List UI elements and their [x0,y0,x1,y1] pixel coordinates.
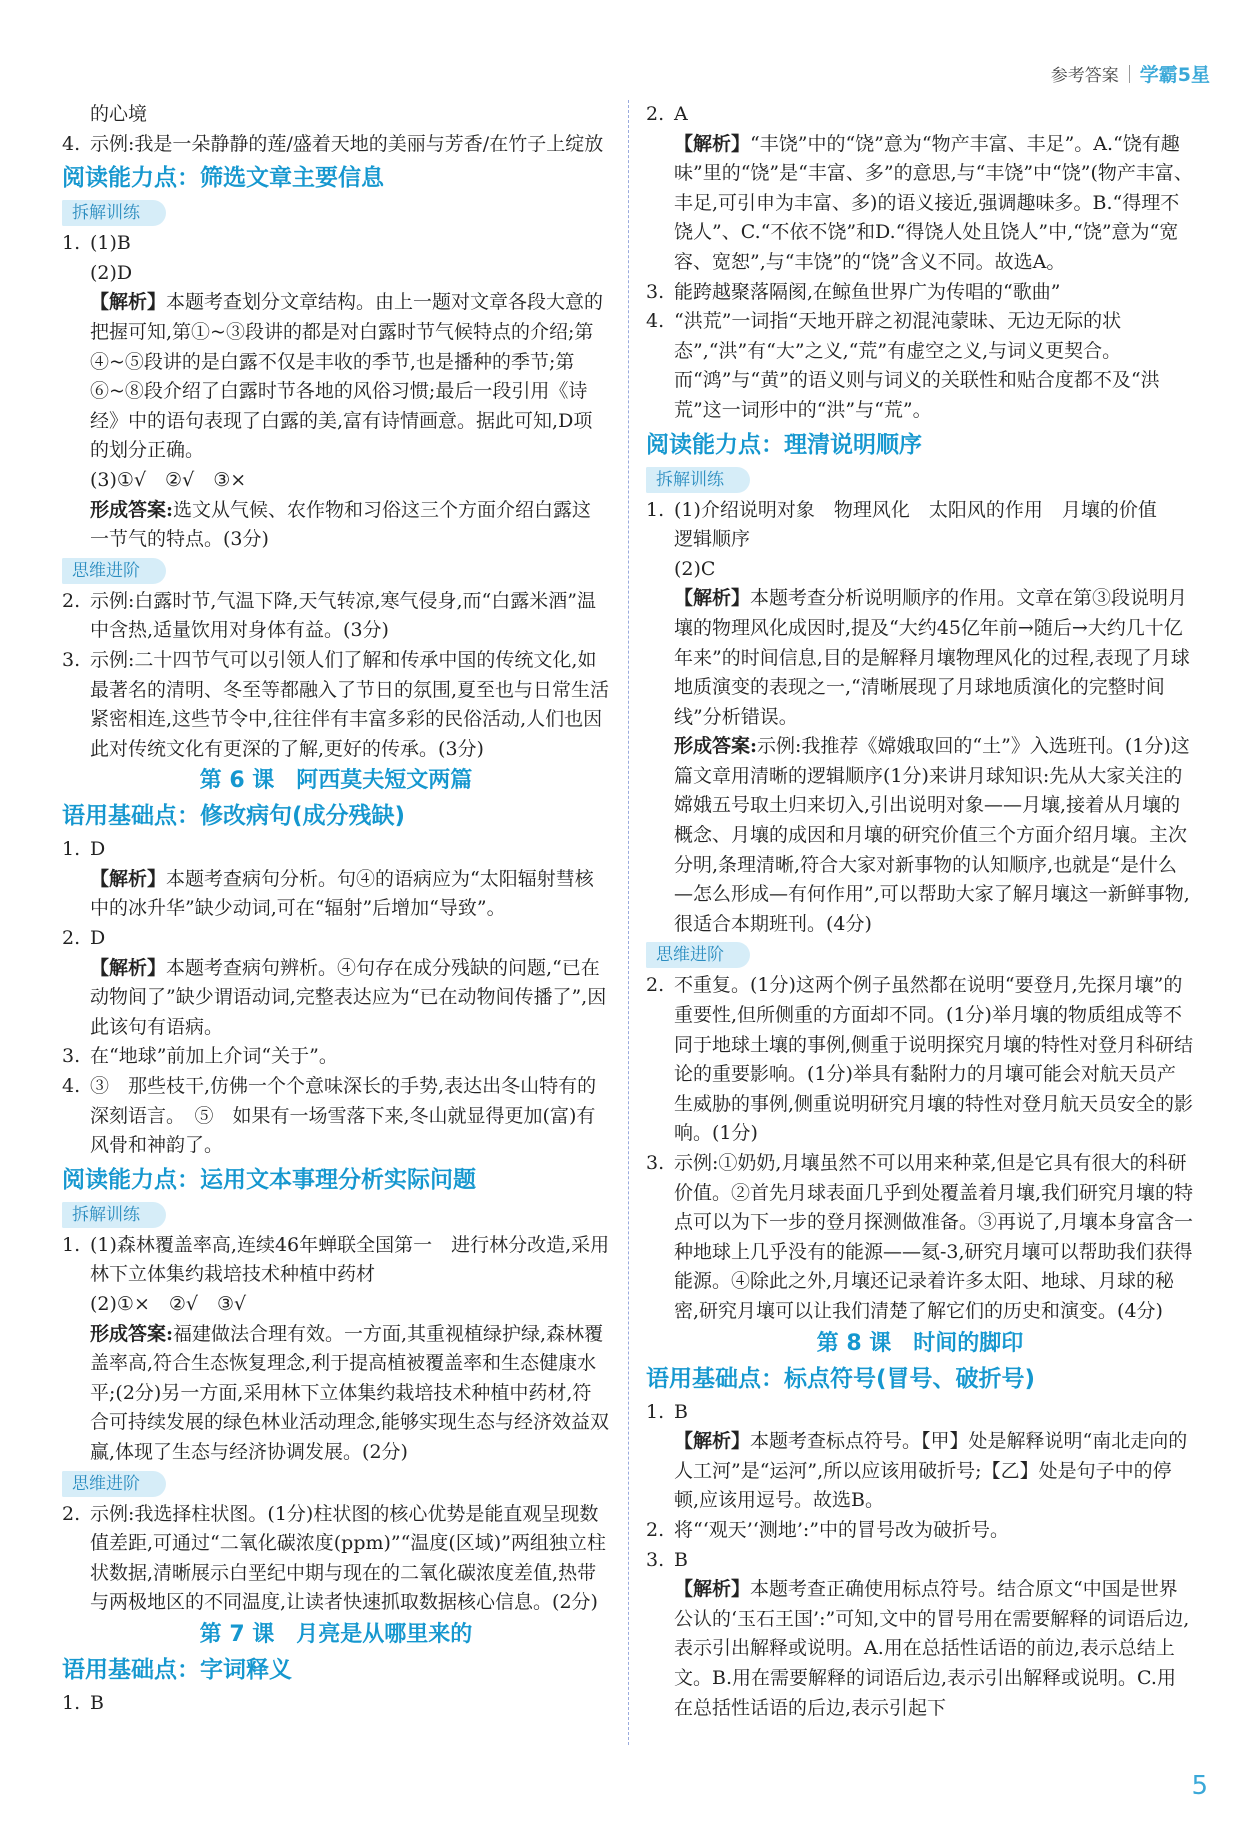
item-text: B [674,1548,688,1571]
item-number: 2. [646,103,665,125]
analysis-label: 【解析】 [90,867,167,890]
analysis-paragraph [62,954,610,1043]
analysis-text: 本题考查标点符号。【甲】处是解释说明“南北走向的人工河”是“运河”,所以应该用破折号;【乙】处是句子中的停顿,应该用逗号。故选B。 [674,1430,1188,1512]
analysis-label: 【解析】 [90,956,167,979]
item-number: 3. [646,1548,665,1571]
item-text: 能跨越聚落隔阂,在鲸鱼世界广为传唱的“歌曲” [674,280,1061,303]
item-text: (1)森林覆盖率高,连续46年蝉联全国第一 进行林分改造,采用林下立体集约栽培技术种植中药材 [90,1233,610,1286]
answer-item [646,1546,1194,1576]
analysis-paragraph [646,1575,1194,1723]
analysis-paragraph [62,496,610,555]
item-text: 不重复。(1分)这两个例子虽然都在说明“要登月,先探月壤”的重要性,但所侧重的方面却不同。(1分)举月壤的物质组成等不同于地球土壤的事例,侧重于说明探究月壤的特性对登月科研结论的重要影响。(1分)举具有黏附力的月壤可能会对航天员产生威胁的事例,侧重说明研究月壤的特性对登月航天员安全的影响。(1分) [674,974,1194,1145]
item-number: 3. [62,1045,81,1068]
item-text: (1)介绍说明对象 物理风化 太阳风的作用 月壤的价值 逻辑顺序 [674,498,1176,551]
analysis-text: “丰饶”中的“饶”意为“物产丰富、丰足”。A.“饶有趣味”里的“饶”是“丰富、多”的意思,与“丰饶”中“饶”(物产丰富、丰足,可引申为丰富、多)的语义接近,强调趣味多。B.“得理不饶人”、C.“不依不饶”和D.“得饶人处且饶人”中,“饶”意为“宽容、宽恕”,与“丰饶”的“饶”含义不同。故选A。 [674,132,1193,273]
header-divider [1129,65,1130,83]
item-number: 4. [62,132,81,155]
item-text: D [90,927,106,950]
item-text: D [90,838,106,861]
section-heading: 阅读能力点：运用文本事理分析实际问题 [62,1166,476,1193]
tag-row [62,1199,610,1231]
answer-item [62,1231,610,1290]
brand-logo: 学霸5星 [1139,64,1210,86]
answer-item [62,835,610,865]
item-text: 将“‘观天’‘测地’:”中的冒号改为破折号。 [674,1518,1009,1541]
analysis-paragraph [62,1320,610,1468]
practice-tag: 思维进阶 [62,1471,166,1497]
analysis-text: 福建做法合理有效。一方面,其重视植绿护绿,森林覆盖率高,符合生态恢复理念,利于提高植被覆盖率和生态健康水平;(2分)另一方面,采用林下立体集约栽培技术种植中药材,符合可持续发展的绿色林业活动理念,能够实现生态与经济效益双赢,体现了生态与经济协调发展。(2分) [90,1322,610,1463]
tag-row [646,464,1194,496]
left-column [62,100,610,1719]
item-number: 2. [62,927,81,950]
item-text: A [674,103,688,125]
answer-item [62,130,610,160]
analysis-text: 本题考查病句分析。句④的语病应为“太阳辐射彗核中的冰升华”缺少动词,可在“辐射”后增加“导致”。 [90,867,594,920]
tag-row [646,939,1194,971]
lesson-title: 第 8 课 时间的脚印 [816,1330,1024,1356]
analysis-text: 选文从气候、农作物和习俗这三个方面介绍白露这一节气的特点。(3分) [90,498,592,551]
analysis-paragraph [62,865,610,924]
text-line: (2)D [90,261,133,284]
item-text: “洪荒”一词指“天地开辟之初混沌蒙昧、无边无际的状态”,“洪”有“大”之义,“荒”有虚空之义,与词义更契合。而“鸿”与“黄”的语义则与词义的关联性和贴合度都不及“洪荒”这一词形中的“洪”与“荒”。 [674,310,1160,421]
text-line: (3)①√ ②√ ③× [90,468,247,491]
answer-item [62,1072,610,1161]
item-number: 3. [62,648,81,671]
item-number: 1. [62,838,81,861]
analysis-text: 示例:我推荐《嫦娥取回的“土”》入选班刊。(1分)这篇文章用清晰的逻辑顺序(1分)来讲月球知识:先从大家关注的嫦娥五号取土归来切入,引出说明对象——月壤,接着从月壤的概念、月壤的成因和月壤的研究价值三个方面介绍月壤。主次分明,条理清晰,符合大家对新事物的认知顺序,也就是“是什么—怎么形成—有何作用”,可以帮助大家了解月壤这一新鲜事物,很适合本期班刊。(4分) [674,735,1190,935]
analysis-label: 【解析】 [90,291,167,314]
analysis-label: 【解析】 [674,587,751,610]
answer-item [646,307,1194,425]
analysis-text: 本题考查划分文章结构。由上一题对文章各段大意的把握可知,第①~③段讲的都是对白露时节气候特点的介绍;第④~⑤段讲的是白露不仅是丰收的季节,也是播种的季节;第⑥~⑧段介绍了白露时节各地的风俗习惯;最后一段引用《诗经》中的语句表现了白露的美,富有诗情画意。据此可知,D项的划分正确。 [90,291,604,462]
answer-item [62,1042,610,1072]
analysis-text: 本题考查分析说明顺序的作用。文章在第③段说明月壤的物理风化成因时,提及“大约45亿年前→随后→大约几十亿年来”的时间信息,目的是解释月壤物理风化的过程,表现了月球地质演变的表现之一,“清晰展现了月球地质演化的完整时间线”分析错误。 [674,587,1190,728]
answer-item [646,1398,1194,1428]
item-number: 1. [62,1233,81,1256]
item-text: 示例:我是一朵静静的莲/盛着天地的美丽与芳香/在竹子上绽放 [90,132,604,155]
page-header [1051,60,1210,87]
item-number: 4. [62,1075,81,1098]
analysis-paragraph [62,288,610,466]
analysis-paragraph [646,732,1194,939]
practice-tag: 思维进阶 [62,558,166,584]
analysis-paragraph [646,130,1194,278]
page-number: 5 [1191,1771,1208,1801]
analysis-text: 本题考查正确使用标点符号。结合原文“中国是世界公认的‘玉石王国’:”可知,文中的冒号用在需要解释的词语后边,表示引出解释或说明。A.用在总括性话语的前边,表示总结上文。B.用在需要解释的词语后边,表示引出解释或说明。C.用在总括性话语的后边,表示引起下 [674,1578,1190,1719]
practice-tag: 拆解训练 [62,1202,166,1228]
analysis-label: 形成答案: [90,498,174,521]
answer-item [646,496,1194,555]
item-number: 2. [62,589,81,612]
item-number: 4. [646,310,665,333]
answer-item [62,646,610,764]
analysis-label: 【解析】 [674,132,751,155]
item-text: 示例:①奶奶,月壤虽然不可以用来种菜,但是它具有很大的科研价值。②首先月球表面几乎到处覆盖着月壤,我们研究月壤的特点可以为下一步的登月探测做准备。③再说了,月壤本身富含一种地球上几乎没有的能源——氦-3,研究月壤可以帮助我们获得能源。④除此之外,月壤还记录着许多太阳、地球、月球的秘密,研究月壤可以让我们清楚了解它们的历史和演变。(4分) [674,1152,1194,1322]
item-text: ③ 那些枝干,仿佛一个个意味深长的手势,表达出冬山特有的深刻语言。 ⑤ 如果有一场雪落下来,冬山就显得更加(富)有风骨和神韵了。 [90,1075,597,1157]
tag-row [62,197,610,229]
answer-item [62,1689,610,1719]
practice-tag: 思维进阶 [646,942,750,968]
section-heading: 语用基础点：字词释义 [62,1656,292,1683]
item-number: 1. [646,1400,665,1423]
answer-item [62,587,610,646]
item-number: 2. [646,974,665,997]
answer-item [646,1149,1194,1327]
item-number: 1. [646,498,665,521]
practice-tag: 拆解训练 [62,200,166,226]
section-heading: 语用基础点：标点符号(冒号、破折号) [646,1365,1036,1392]
analysis-label: 【解析】 [674,1430,751,1453]
column-divider [628,100,629,1745]
item-number: 2. [646,1518,665,1541]
item-text: B [90,1691,104,1714]
analysis-label: 形成答案: [90,1322,174,1345]
answer-item [646,278,1194,308]
section-heading: 语用基础点：修改病句(成分残缺) [62,803,406,830]
answer-item [62,924,610,954]
tag-row [62,555,610,587]
answer-item [646,1516,1194,1546]
analysis-paragraph [646,584,1194,732]
analysis-label: 【解析】 [674,1578,751,1601]
right-column [646,100,1194,1723]
item-number: 1. [62,1691,81,1714]
section-heading: 阅读能力点：理清说明顺序 [646,431,922,458]
item-number: 2. [62,1502,81,1525]
analysis-text: 本题考查病句辨析。④句存在成分残缺的问题,“已在动物间了”缺少谓语动词,完整表达应为“已在动物间传播了”,因此该句有语病。 [90,956,607,1038]
practice-tag: 拆解训练 [646,467,750,493]
text-line: 的心境 [90,103,148,125]
lesson-title: 第 7 课 月亮是从哪里来的 [199,1621,473,1647]
section-heading: 阅读能力点：筛选文章主要信息 [62,165,384,192]
item-text: 在“地球”前加上介词“关于”。 [90,1045,338,1068]
tag-row [62,1468,610,1500]
text-line: (2)①× ②√ ③√ [90,1293,247,1315]
item-text: 示例:二十四节气可以引领人们了解和传承中国的传统文化,如最著名的清明、冬至等都融入了节日的氛围,夏至也与日常生活紧密相连,这些节令中,往往伴有丰富多彩的民俗活动,人们也因此对传统文化有更深的了解,更好的传承。(3分) [90,648,610,760]
header-label: 参考答案 [1050,66,1119,86]
answer-item [646,971,1194,1149]
analysis-paragraph [646,1427,1194,1516]
answer-item [62,229,610,259]
analysis-label: 形成答案: [674,735,758,758]
text-line: (2)C [674,557,716,580]
item-number: 3. [646,280,665,303]
item-text: 示例:白露时节,气温下降,天气转凉,寒气侵身,而“白露米酒”温中含热,适量饮用对身体有益。(3分) [90,589,596,642]
item-text: 示例:我选择柱状图。(1分)柱状图的核心优势是能直观呈现数值差距,可通过“二氧化碳浓度(ppm)”“温度(区域)”两组独立柱状数据,清晰展示白垩纪中期与现在的二氧化碳浓度差值,热带与两极地区的不同温度,让读者快速抓取数据核心信息。(2分) [90,1502,606,1614]
answer-item [62,1500,610,1618]
item-text: B [674,1400,688,1423]
item-text: (1)B [90,232,131,255]
item-number: 3. [646,1152,665,1174]
lesson-title: 第 6 课 阿西莫夫短文两篇 [199,768,473,794]
item-number: 1. [62,232,81,255]
answer-item [646,100,1194,130]
